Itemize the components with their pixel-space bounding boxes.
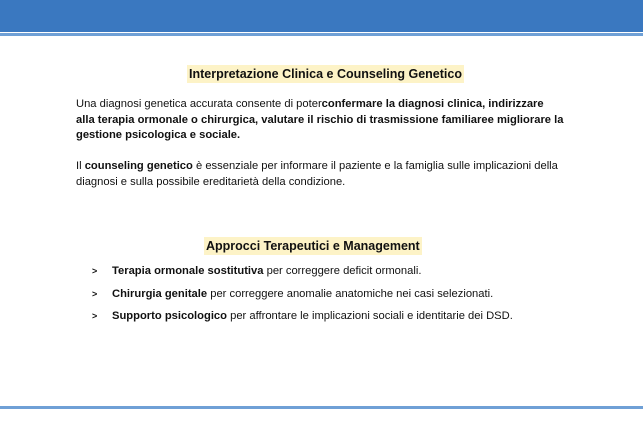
header-divider	[0, 33, 643, 36]
paragraph-counseling	[76, 159, 576, 190]
list-item-bold: Chirurgia genitale	[112, 287, 208, 300]
list-item	[92, 309, 612, 332]
paragraph-text: diagnosi e sulla possibile ereditarietà della condizione.	[76, 175, 346, 188]
section-heading-interpretation: Interpretazione Clinica e Counseling Genetico	[189, 67, 462, 81]
therapy-list	[92, 264, 612, 332]
paragraph-bold: gestione psicologica e sociale.	[76, 129, 241, 141]
paragraph-text: Il	[76, 160, 85, 172]
list-item-text: per affrontare le implicazioni sociali e identitarie dei DSD.	[226, 310, 513, 322]
arrow-right-icon: >	[92, 288, 98, 299]
arrow-right-icon: >	[92, 311, 98, 321]
paragraph-text: Una diagnosi genetica accurata consente di poter	[76, 98, 322, 110]
paragraph-text: è essenziale per informare il paziente e la famiglia sulle implicazioni della	[192, 160, 558, 172]
list-item-text: per correggere anomalie anatomiche nei casi selezionati.	[207, 287, 494, 300]
arrow-right-icon: >	[92, 266, 98, 276]
section-heading-therapy: Approcci Terapeutici e Management	[206, 239, 420, 253]
list-item-text: per correggere deficit ormonali.	[263, 265, 422, 277]
paragraph-diagnosis	[76, 97, 576, 144]
list-item	[92, 287, 612, 310]
paragraph-bold: e migliorare la	[487, 113, 564, 126]
header-bar	[0, 0, 643, 32]
list-item-bold: Supporto psicologico	[112, 310, 227, 322]
list-item-bold: Terapia ormonale sostitutiva	[112, 265, 264, 277]
footer-divider	[0, 406, 643, 409]
paragraph-bold: counseling genetico	[84, 160, 193, 172]
paragraph-bold: alla terapia ormonale o chirurgica, valutare il rischio di trasmissione familiare	[76, 113, 488, 126]
list-item	[92, 264, 612, 287]
paragraph-bold: confermare la diagnosi clinica, indirizzare	[321, 98, 544, 110]
